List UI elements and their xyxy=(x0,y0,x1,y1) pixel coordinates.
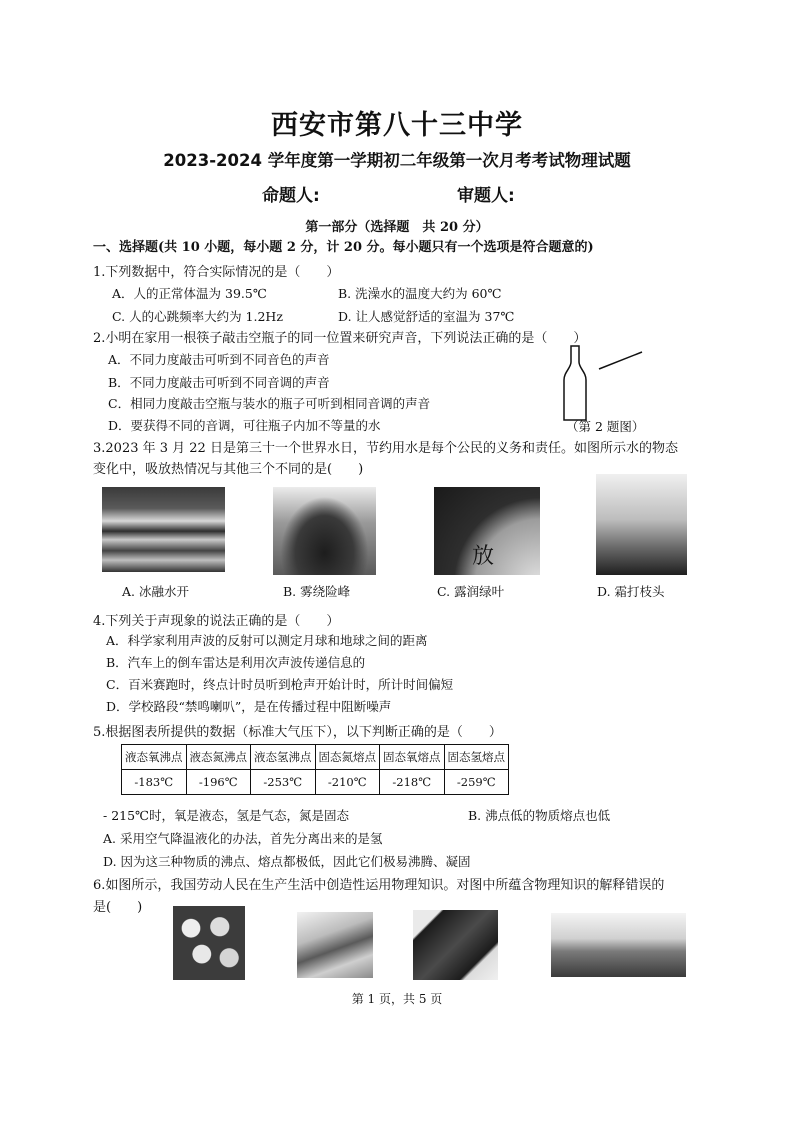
q2-option-d: D．要获得不同的音调，可往瓶子内加不等量的水 xyxy=(108,418,381,433)
q3-option-c: C. 露润绿叶 xyxy=(437,584,505,599)
table-header: 液态氮沸点 xyxy=(186,745,251,770)
q5-option-c: A. 采用空气降温液化的办法，首先分离出来的是氢 xyxy=(103,831,383,846)
question-1-stem: 1.下列数据中，符合实际情况的是（ ） xyxy=(93,265,340,280)
q5-option-a-line: - 215℃时，氧是液态，氢是气态，氮是固态 xyxy=(103,808,350,823)
boiling-melting-table xyxy=(121,744,509,795)
question-4-stem: 4.下列关于声现象的说法正确的是（ ） xyxy=(93,614,340,629)
photo-mark: 放 xyxy=(472,544,495,569)
q4-option-b: B．汽车上的倒车雷达是利用次声波传递信息的 xyxy=(106,655,366,670)
table-header: 固态氧熔点 xyxy=(380,745,445,770)
question-6-stem-line2: 是( ) xyxy=(93,900,143,915)
table-cell: -259℃ xyxy=(444,770,509,795)
q1-option-b: B. 洗澡水的温度大约为 60℃ xyxy=(338,286,502,301)
table-cell: -253℃ xyxy=(251,770,316,795)
question-5-stem: 5.根据图表所提供的数据（标准大气压下），以下判断正确的是（ ） xyxy=(93,725,502,740)
frost-branch-photo xyxy=(596,474,687,575)
q2-option-a: A．不同力度敲击可听到不同音色的声音 xyxy=(108,352,330,367)
q4-option-d: D．学校路段“禁鸣喇叭”，是在传播过程中阻断噪声 xyxy=(106,699,392,714)
table-header: 液态氧沸点 xyxy=(122,745,187,770)
abacus-photo xyxy=(413,910,498,980)
table-header: 固态氮熔点 xyxy=(315,745,380,770)
question-3-stem-line2: 变化中，吸放热情况与其他三个不同的是( ) xyxy=(93,462,364,477)
dew-leaf-photo xyxy=(434,487,540,575)
part-title: 第一部分（选择题 共 20 分） xyxy=(305,220,489,235)
table-cell: -196℃ xyxy=(186,770,251,795)
q2-option-b: B．不同力度敲击可听到不同音调的声音 xyxy=(108,375,330,390)
q2-figure-caption: （第 2 题图） xyxy=(566,419,645,434)
table-header: 固态氢熔点 xyxy=(444,745,509,770)
section-title: 一、选择题(共 10 小题，每小题 2 分，计 20 分。每小题只有一个选项是符合题意的) xyxy=(93,240,594,255)
table-cell: -183℃ xyxy=(122,770,187,795)
q3-option-b: B. 雾绕险峰 xyxy=(283,584,351,599)
q3-option-a: A. 冰融水开 xyxy=(122,584,189,599)
table-cell: -210℃ xyxy=(315,770,380,795)
q1-option-d: D. 让人感觉舒适的室温为 37℃ xyxy=(338,309,515,324)
question-6-stem-line1: 6.如图所示，我国劳动人民在生产生活中创造性运用物理知识。对图中所蕴含物理知识的解释错误的 xyxy=(93,878,665,893)
q4-option-a: A．科学家利用声波的反射可以测定月球和地球之间的距离 xyxy=(106,633,428,648)
q5-option-b: B. 沸点低的物质熔点也低 xyxy=(468,808,611,823)
q2-option-c: C．相同力度敲击空瓶与装水的瓶子可听到相同音调的声音 xyxy=(108,396,431,411)
q1-option-c: C. 人的心跳频率大约为 1.2Hz xyxy=(112,309,283,324)
mist-peak-photo xyxy=(273,487,376,575)
bottle-chopstick-figure xyxy=(560,344,650,424)
food-photo xyxy=(173,906,245,980)
q5-option-d: D. 因为这三种物质的沸点、熔点都极低，因此它们极易沸腾、凝固 xyxy=(103,854,471,869)
canal-lock-photo xyxy=(551,913,686,977)
question-2-stem: 2.小明在家用一根筷子敲击空瓶子的同一位置来研究声音，下列说法正确的是（ ） xyxy=(93,331,587,346)
fish-photo xyxy=(297,912,373,978)
q3-option-d: D. 霜打枝头 xyxy=(597,584,665,599)
question-3-stem-line1: 3.2023 年 3 月 22 日是第三十一个世界水日，节约用水是每个公民的义务和责任。如图所示水的物态 xyxy=(93,441,678,456)
reviewer-label: 审题人: xyxy=(457,186,515,206)
setter-label: 命题人: xyxy=(262,186,320,206)
exam-title: 2023-2024 学年度第一学期初二年级第一次月考考试物理试题 xyxy=(163,151,631,170)
ice-melting-photo xyxy=(102,487,225,572)
q4-option-c: C．百米赛跑时，终点计时员听到枪声开始计时，所计时间偏短 xyxy=(106,677,454,692)
table-cell: -218℃ xyxy=(380,770,445,795)
table-header: 液态氢沸点 xyxy=(251,745,316,770)
q1-option-a: A．人的正常体温为 39.5℃ xyxy=(112,286,267,301)
page-footer: 第 1 页，共 5 页 xyxy=(351,992,443,1006)
school-name: 西安市第八十三中学 xyxy=(271,110,523,141)
